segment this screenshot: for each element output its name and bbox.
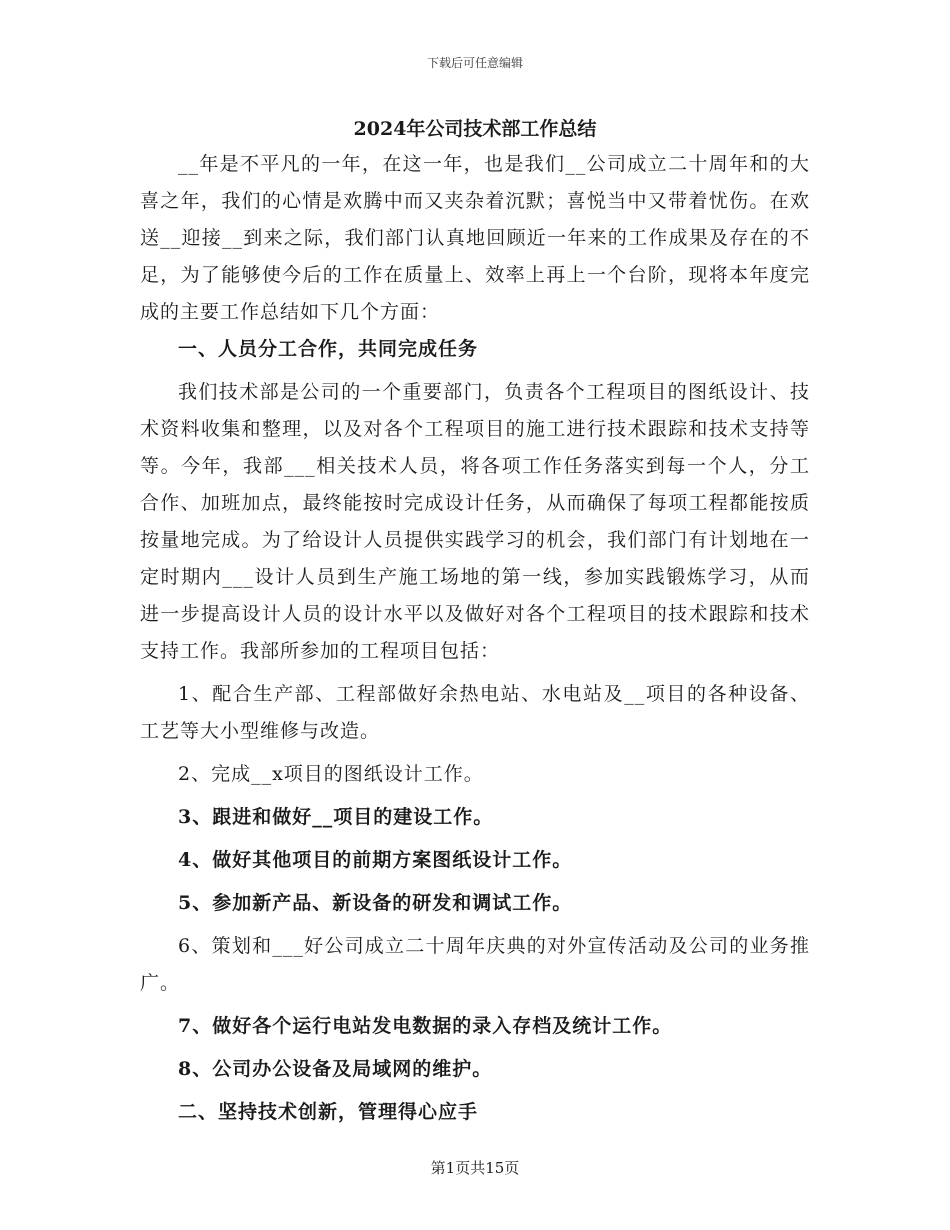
document-body: [140, 146, 810, 1131]
document-title: 2024年公司技术部工作总结: [353, 118, 597, 140]
section-1-paragraph: 我们技术部是公司的一个重要部门，负责各个工程项目的图纸设计、技术资料收集和整理，以及对各个工程项目的施工进行技术跟踪和技术支持等等。今年，我部___相关技术人员，将各项工作任务落实到每一个人，分工合作、加班加点，最终能按时完成设计任务，从而确保了每项工程都能按质按量地完成。为了给设计人员提供实践学习的机会，我们部门有计划地在一定时期内___设计人员到生产施工场地的第一线，参加实践锻炼学习，从而进一步提高设计人员的设计水平以及做好对各个工程项目的技术跟踪和技术支持工作。我部所参加的工程项目包括：: [140, 381, 810, 662]
section-heading-1: 一、人员分工合作，共同完成任务: [178, 338, 479, 360]
list-item-4: 4、做好其他项目的前期方案图纸设计工作。: [178, 849, 573, 871]
list-item-7: 7、做好各个运行电站发电数据的录入存档及统计工作。: [178, 1015, 673, 1037]
page-header-note: 下载后可任意编辑: [426, 56, 523, 70]
section-heading-2: 二、坚持技术创新，管理得心应手: [178, 1101, 479, 1123]
list-item-1: 1、配合生产部、工程部做好余热电站、水电站及__项目的各种设备、工艺等大小型维修与改造。: [140, 683, 810, 742]
list-item-6: 6、策划和___好公司成立二十周年庆典的对外宣传活动及公司的业务推广。: [140, 935, 810, 994]
list-item-3: 3、跟进和做好__项目的建设工作。: [178, 806, 494, 828]
list-item-8: 8、公司办公设备及局域网的维护。: [178, 1058, 493, 1080]
list-item-5: 5、参加新产品、新设备的研发和调试工作。: [178, 892, 573, 914]
page-number-footer: 第1页共15页: [430, 1159, 520, 1177]
intro-paragraph: __年是不平凡的一年，在这一年，也是我们__公司成立二十周年和的大喜之年，我们的心情是欢腾中而又夹杂着沉默；喜悦当中又带着忧伤。在欢送__迎接__到来之际，我们部门认真地回顾近一年来的工作成果及存在的不足，为了能够使今后的工作在质量上、效率上再上一个台阶，现将本年度完成的主要工作总结如下几个方面：: [140, 153, 810, 323]
list-item-2: 2、完成__x项目的图纸设计工作。: [178, 763, 484, 785]
